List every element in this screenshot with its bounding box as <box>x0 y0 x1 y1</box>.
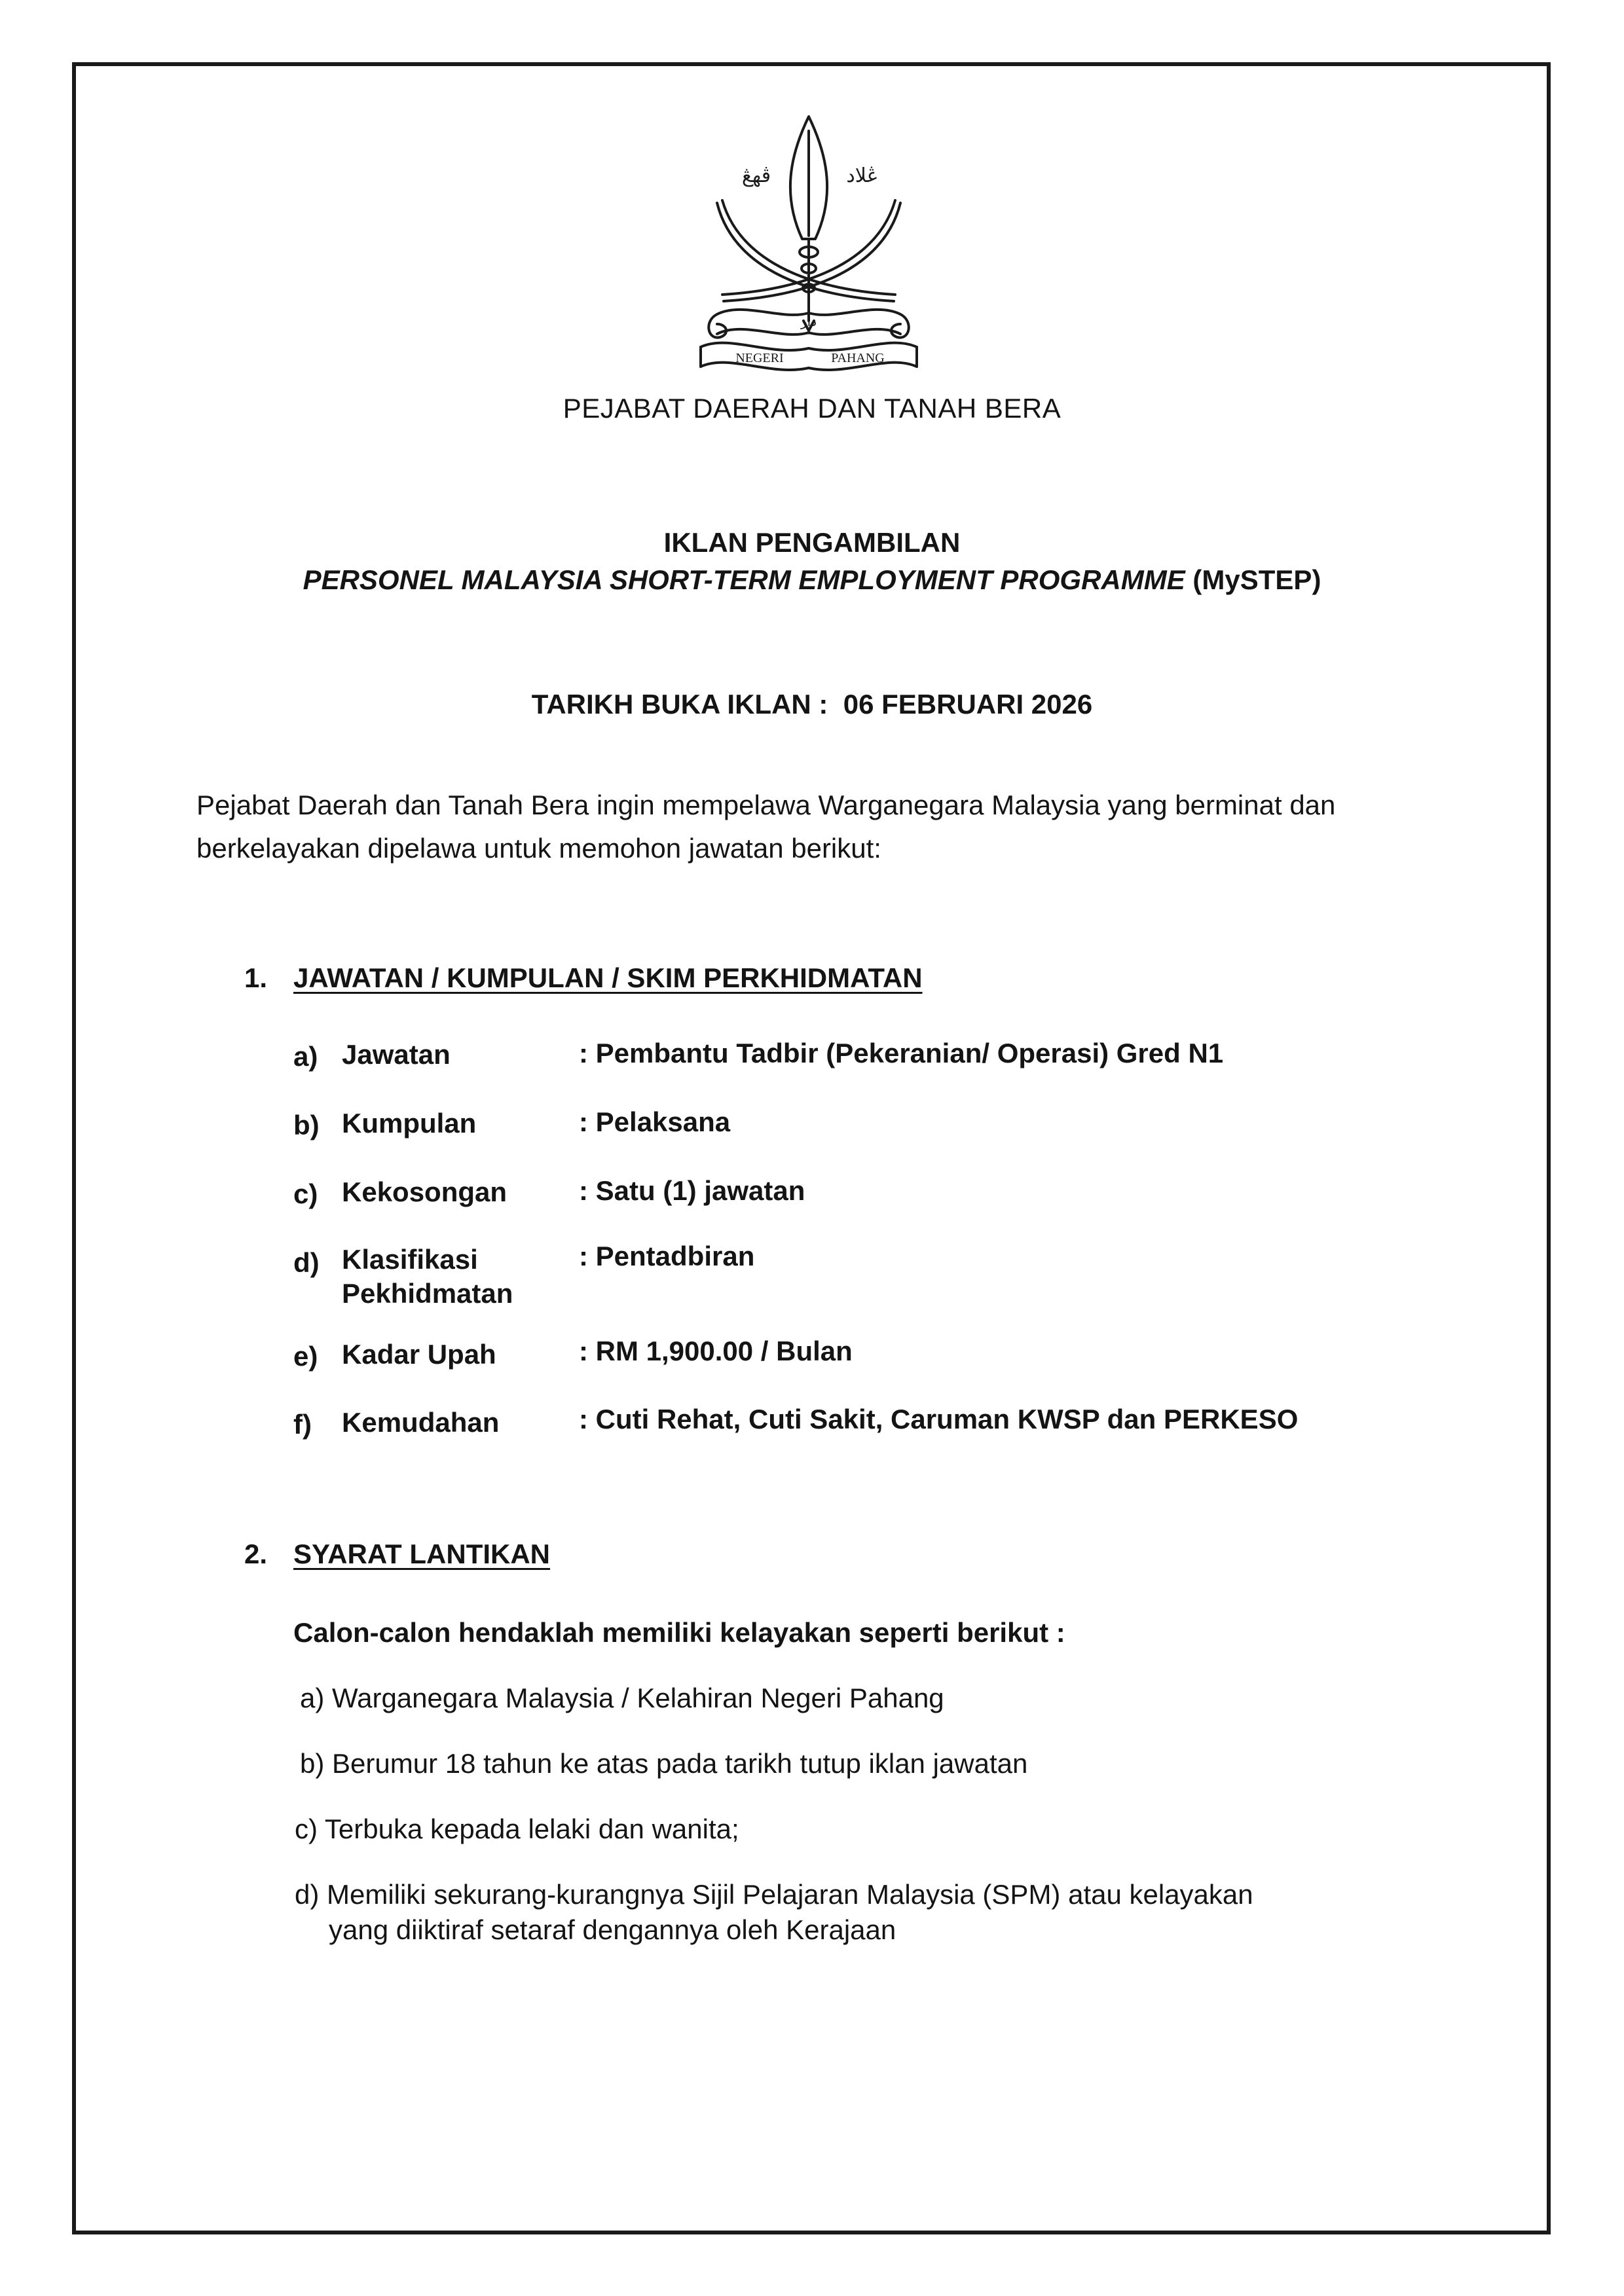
office-name: PEJABAT DAERAH DAN TANAH BERA <box>563 393 1061 424</box>
row-label: Kemudahan <box>342 1407 500 1438</box>
crest-arabic-right: ڠلاد <box>846 164 879 187</box>
crest-arabic-ribbon: دار <box>800 314 817 329</box>
intro-line2: berkelayakan dipelawa untuk memohon jawatan berikut: <box>196 833 881 864</box>
requirements-lead: Calon-calon hendaklah memiliki kelayakan seperti berikut : <box>293 1617 1065 1648</box>
requirement-item: b) Berumur 18 tahun ke atas pada tarikh tutup iklan jawatan <box>300 1748 1028 1779</box>
open-date <box>0 689 1624 720</box>
section1-number: 1. <box>244 962 268 993</box>
row-letter: e) <box>293 1341 318 1372</box>
requirement-item: a) Warganegara Malaysia / Kelahiran Negeri Pahang <box>300 1683 944 1713</box>
title-programme-name: PERSONEL MALAYSIA SHORT-TERM EMPLOYMENT PROGRAMME <box>303 564 1185 595</box>
row-label: Kekosongan <box>342 1176 507 1207</box>
row-label: Jawatan <box>342 1039 451 1070</box>
open-date-value: 06 FEBRUARI 2026 <box>843 689 1093 720</box>
section2-title: SYARAT LANTIKAN <box>293 1539 551 1569</box>
crest-ribbon-left: NEGERI <box>735 351 784 365</box>
row-value: : Satu (1) jawatan <box>579 1175 805 1206</box>
open-date-label: TARIKH BUKA IKLAN : <box>531 689 828 720</box>
intro-line1: Pejabat Daerah dan Tanah Bera ingin mempelawa Warganegara Malaysia yang berminat dan <box>196 790 1336 820</box>
row-letter: b) <box>293 1110 320 1140</box>
row-letter: c) <box>293 1178 318 1209</box>
row-letter: f) <box>293 1409 312 1440</box>
crest-ribbon-right: PAHANG <box>831 351 885 365</box>
title-line1: IKLAN PENGAMBILAN <box>663 527 961 558</box>
requirement-item: d) Memiliki sekurang-kurangnya Sijil Pelajaran Malaysia (SPM) atau kelayakan <box>295 1879 1253 1910</box>
section2-number: 2. <box>244 1539 268 1569</box>
row-value: : RM 1,900.00 / Bulan <box>579 1336 853 1366</box>
pahang-crest-emblem <box>691 105 927 380</box>
row-letter: a) <box>293 1041 318 1072</box>
crest-arabic-left: ڤهڠ <box>741 164 771 187</box>
requirement-item-continuation: yang diiktiraf setaraf dengannya oleh Kerajaan <box>329 1914 896 1945</box>
row-label: Kadar Upah <box>342 1339 496 1370</box>
row-value: : Cuti Rehat, Cuti Sakit, Caruman KWSP dan PERKESO <box>579 1404 1299 1434</box>
row-value: : Pembantu Tadbir (Pekeranian/ Operasi) Gred N1 <box>579 1038 1224 1068</box>
row-value: : Pelaksana <box>579 1106 731 1137</box>
title-line2 <box>0 564 1624 596</box>
row-letter: d) <box>293 1247 320 1278</box>
requirement-item: c) Terbuka kepada lelaki dan wanita; <box>295 1813 739 1844</box>
title-programme-suffix: (MySTEP) <box>1185 564 1321 595</box>
row-label: Klasifikasi Pekhidmatan <box>342 1244 513 1309</box>
row-value: : Pentadbiran <box>579 1241 755 1271</box>
row-label: Kumpulan <box>342 1108 477 1139</box>
section1-title: JAWATAN / KUMPULAN / SKIM PERKHIDMATAN <box>293 962 923 993</box>
